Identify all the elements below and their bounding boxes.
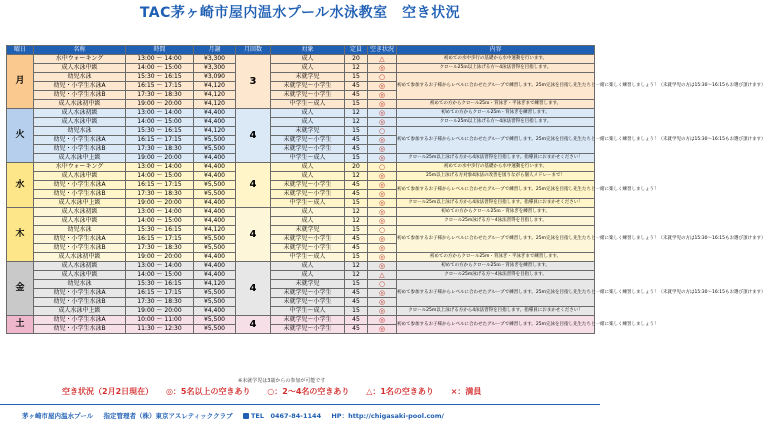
table-row [7,73,595,82]
class-capacity: 15 [345,199,368,208]
table-row [7,163,595,172]
class-target: 未就学児～小学生 [271,298,345,307]
class-fee: ¥5,500 [194,289,236,298]
class-fee: ¥4,400 [194,109,236,118]
class-time: 17:30 ～ 18:30 [126,298,194,307]
class-time: 14:00 ～ 15:00 [126,172,194,181]
class-capacity: 15 [345,100,368,109]
table-row [7,118,595,127]
availability-symbol: ◎ [368,298,397,307]
class-description: 初めての方からクロール25m・背泳ぎを練習します。 [397,109,595,118]
class-target: 成人 [271,109,345,118]
class-fee: ¥5,500 [194,325,236,334]
class-fee: ¥5,500 [194,235,236,244]
phone-icon [243,413,249,419]
class-name: 幼児・小学生水泳B [34,145,126,154]
availability-symbol: ◎ [368,118,397,127]
class-capacity: 45 [345,145,368,154]
class-name: 幼児・小学生水泳A [34,316,126,325]
class-fee: ¥4,120 [194,280,236,289]
class-name: 成人水泳初中級 [34,253,126,262]
class-fee: ¥5,500 [194,190,236,199]
class-name: 幼児・小学生水泳B [34,325,126,334]
class-target: 未就学児 [271,280,345,289]
footer-manager: 指定管理者（株）東京アスレティッククラブ [103,412,233,420]
class-time: 16:15 ～ 17:15 [126,181,194,190]
class-fee: ¥4,120 [194,226,236,235]
monthly-count: 4 [236,109,271,163]
class-time: 15:30 ～ 16:15 [126,73,194,82]
class-name: 成人水泳初級 [34,262,126,271]
class-target: 未就学児～小学生 [271,181,345,190]
table-row [7,199,595,208]
availability-symbol: ◎ [368,217,397,226]
monthly-count: 4 [236,316,271,334]
class-capacity: 20 [345,163,368,172]
class-capacity: 12 [345,217,368,226]
class-name: 水中ウォーキング [34,55,126,64]
class-time: 15:30 ～ 16:15 [126,280,194,289]
class-capacity: 45 [345,91,368,100]
availability-symbol: ◎ [368,154,397,163]
class-name: 幼児水泳 [34,73,126,82]
availability-symbol: ◎ [368,208,397,217]
class-name: 成人水泳初級 [34,208,126,217]
class-fee: ¥5,500 [194,181,236,190]
class-capacity: 15 [345,280,368,289]
availability-symbol: ◎ [368,172,397,181]
class-capacity: 45 [345,325,368,334]
availability-symbol: ◎ [368,244,397,253]
class-description: 25m以上泳げる方対象4泳法の改善を図りながら個人メドレーまで！ [397,172,595,181]
class-name: 幼児・小学生水泳B [34,298,126,307]
class-time: 19:00 ～ 20:00 [126,253,194,262]
class-time: 19:00 ～ 20:00 [126,154,194,163]
class-target: 未就学児～小学生 [271,190,345,199]
class-target: 中学生～成人 [271,307,345,316]
availability-symbol: ◎ [368,145,397,154]
class-capacity: 15 [345,127,368,136]
class-time: 16:15 ～ 17:15 [126,136,194,145]
table-row [7,316,595,325]
availability-symbol: ○ [368,280,397,289]
class-target: 中学生～成人 [271,100,345,109]
table-row [7,109,595,118]
table-row [7,64,595,73]
availability-symbol: ◎ [368,109,397,118]
class-name: 水中ウォーキング [34,163,126,172]
class-description: 初めての水中歩行の基礎から水中運動を行います。 [397,55,595,64]
class-name: 成人水泳初中級 [34,100,126,109]
class-description: 初めての方からクロール25ｍ・背泳ぎ・平泳ぎまで練習します。 [397,100,595,109]
class-target: 未就学児～小学生 [271,91,345,100]
class-fee: ¥4,400 [194,271,236,280]
class-target: 未就学児～小学生 [271,316,345,325]
availability-symbol: ◎ [368,325,397,334]
class-name: 幼児・小学生水泳A [34,235,126,244]
class-capacity: 20 [345,55,368,64]
class-description: クロール25ｍ以上泳げる方～4泳法習得を目指します。 [397,64,595,73]
class-target: 成人 [271,163,345,172]
legend-item-full: ×：満員 [450,387,482,396]
class-fee: ¥4,120 [194,100,236,109]
class-fee: ¥5,500 [194,316,236,325]
class-target: 成人 [271,64,345,73]
class-description: クロール25m以上泳げる方から4泳法習得を目指します。指導員におまかせください！ [397,199,595,208]
table-row [7,208,595,217]
legend-item-one: △：1名の空きあり [366,387,434,396]
class-fee: ¥3,300 [194,64,236,73]
class-fee: ¥4,400 [194,262,236,271]
class-description: クロール25m以上泳げる方～4泳法習得を目指します。 [397,118,595,127]
availability-symbol: ◎ [368,307,397,316]
header-target: 対象 [271,46,345,55]
class-fee: ¥3,300 [194,55,236,64]
day-cell: 金 [7,262,34,316]
class-target: 未就学児～小学生 [271,235,345,244]
class-name: 幼児・小学生水泳B [34,244,126,253]
class-time: 13:00 ～ 14:00 [126,109,194,118]
table-row [7,253,595,262]
availability-symbol: ◎ [368,199,397,208]
class-target: 未就学児 [271,226,345,235]
availability-symbol: ◎ [368,181,397,190]
class-name: 幼児水泳 [34,127,126,136]
class-time: 14:00 ～ 15:00 [126,271,194,280]
class-description: 初めての方からクロール25m・背泳ぎ・平泳ぎまで練習します。 [397,253,595,262]
availability-symbol: ◎ [368,316,397,325]
class-capacity: 15 [345,226,368,235]
class-target: 未就学児～小学生 [271,136,345,145]
class-capacity: 15 [345,253,368,262]
header-time: 時間 [126,46,194,55]
availability-symbol: ◎ [368,253,397,262]
class-name: 成人水泳中級 [34,172,126,181]
class-time: 16:15 ～ 17:15 [126,82,194,91]
class-capacity: 45 [345,235,368,244]
footnote: ※未就学児は3歳からの参加が可能です [238,378,326,384]
class-fee: ¥4,400 [194,172,236,181]
class-fee: ¥4,400 [194,163,236,172]
availability-symbol: ◎ [368,262,397,271]
class-description: 初めて参加するお子様からレベルに合わせたグループで練習します。25m完泳を目指し先生たちと一緒に楽しく練習しましょう！ [397,181,595,199]
monthly-count: 4 [236,208,271,262]
class-target: 未就学児～小学生 [271,82,345,91]
class-time: 14:00 ～ 15:00 [126,217,194,226]
class-fee: ¥4,400 [194,253,236,262]
class-time: 17:30 ～ 18:30 [126,145,194,154]
legend-item-many: ◎：5名以上の空きあり [165,387,251,396]
class-target: 成人 [271,217,345,226]
class-description: 初めての水中歩行の基礎から水中運動を行います。 [397,163,595,172]
class-description: クロール25m泳げる方～4泳法習得を目指します。 [397,217,595,226]
class-description: 初めて参加するお子様からレベルに合わせたグループで練習します。25m完泳を目指し先生たちと一緒に楽しく練習しましょう！（未就学児の方は15:30～16:15もお選び頂けます） [397,226,595,253]
class-target: 成人 [271,271,345,280]
class-target: 成人 [271,55,345,64]
class-capacity: 45 [345,244,368,253]
class-time: 13:00 ～ 14:00 [126,55,194,64]
class-name: 幼児水泳 [34,226,126,235]
monthly-count: 3 [236,55,271,109]
table-row [7,181,595,190]
class-name: 幼児・小学生水泳A [34,82,126,91]
day-cell: 火 [7,109,34,163]
class-fee: ¥4,120 [194,82,236,91]
monthly-count: 4 [236,163,271,208]
class-fee: ¥4,120 [194,91,236,100]
day-cell: 水 [7,163,34,208]
availability-symbol: ○ [368,127,397,136]
class-fee: ¥5,500 [194,136,236,145]
class-time: 11:30 ～ 12:30 [126,325,194,334]
availability-symbol: ◎ [368,100,397,109]
class-time: 13:00 ～ 14:00 [126,208,194,217]
class-time: 19:00 ～ 20:00 [126,100,194,109]
class-fee: ¥4,400 [194,118,236,127]
class-description: 初めての方からクロール25ｍ・背泳ぎを練習します。 [397,262,595,271]
class-target: 成人 [271,118,345,127]
class-name: 幼児水泳 [34,280,126,289]
class-target: 未就学児 [271,73,345,82]
class-fee: ¥4,120 [194,127,236,136]
class-capacity: 15 [345,307,368,316]
header-capacity: 定員 [345,46,368,55]
table-row [7,217,595,226]
class-fee: ¥4,400 [194,208,236,217]
class-fee: ¥4,400 [194,217,236,226]
class-fee: ¥4,400 [194,307,236,316]
footer-divider [0,404,600,405]
class-target: 未就学児 [271,127,345,136]
class-time: 10:00 ～ 11:00 [126,316,194,325]
class-time: 17:30 ～ 18:30 [126,244,194,253]
table-row [7,280,595,289]
availability-symbol: ◎ [368,289,397,298]
class-capacity: 12 [345,208,368,217]
availability-symbol: ◎ [368,190,397,199]
class-capacity: 12 [345,109,368,118]
class-name: 成人水泳中級 [34,64,126,73]
class-name: 幼児・小学生水泳B [34,91,126,100]
availability-symbol: ◎ [368,136,397,145]
footer-tel: TEL 0467-84-1144 [243,412,321,420]
class-description: クロール25m以上泳げる方から4泳法習得を目指します。指導員におまかせください！ [397,154,595,163]
legend-label: 空き状況（2月2日現在） [62,387,154,396]
footer-hp[interactable]: HP：http://chigasaki-pool.com/ [331,412,444,420]
class-description: 初めて参加するお子様からレベルに合わせたグループで練習します。25m完泳を目指し先生たちと一緒に楽しく練習しましょう！（未就学児の方は15:30～16:15もお選び頂けます） [397,280,595,307]
class-target: 中学生～成人 [271,154,345,163]
class-name: 成人水泳中級 [34,118,126,127]
class-description: 初めての方からクロール25ｍ・背泳ぎを練習します。 [397,208,595,217]
class-time: 16:15 ～ 17:15 [126,235,194,244]
class-time: 17:30 ～ 18:30 [126,190,194,199]
class-name: 成人水泳中上級 [34,199,126,208]
table-row [7,172,595,181]
footer-org: 茅ヶ崎市屋内温水プール [22,412,94,420]
class-fee: ¥4,400 [194,199,236,208]
class-description: 初めて参加するお子様からレベルに合わせたグループで練習します。25m完泳を目指し先生たちと一緒に楽しく練習しましょう！（未就学児の方は15:30～16:15もお選び頂けます） [397,73,595,100]
class-description: クロール25m以上泳げる方から4泳法習得を目指します。指導員におまかせください！ [397,307,595,316]
day-cell: 土 [7,316,34,334]
header-count: 月回数 [236,46,271,55]
class-name: 成人水泳中上級 [34,154,126,163]
availability-legend [62,386,495,397]
class-name: 幼児・小学生水泳A [34,136,126,145]
table-row [7,127,595,136]
availability-symbol: ◎ [368,64,397,73]
header-availability: 空き状況 [368,46,397,55]
class-capacity: 45 [345,190,368,199]
class-capacity: 45 [345,82,368,91]
header-day: 曜日 [7,46,34,55]
availability-symbol: △ [368,55,397,64]
footer [22,411,452,420]
schedule-table [6,45,765,334]
class-description: クロール25m泳げる方～4泳法習得を目指します。 [397,271,595,280]
class-name: 成人水泳初級 [34,109,126,118]
class-fee: ¥4,400 [194,154,236,163]
legend-item-some: ○：2～4名の空きあり [267,387,350,396]
class-capacity: 45 [345,136,368,145]
table-row [7,307,595,316]
class-capacity: 12 [345,271,368,280]
class-name: 幼児・小学生水泳A [34,289,126,298]
header-content: 内容 [397,46,595,55]
class-capacity: 15 [345,73,368,82]
table-row [7,55,595,64]
class-name: 成人水泳中上級 [34,307,126,316]
class-capacity: 45 [345,316,368,325]
class-time: 15:30 ～ 16:15 [126,127,194,136]
availability-symbol: ◎ [368,82,397,91]
availability-symbol: ○ [368,73,397,82]
availability-symbol: ◎ [368,235,397,244]
class-target: 未就学児～小学生 [271,244,345,253]
class-target: 成人 [271,262,345,271]
class-time: 17:30 ～ 18:30 [126,91,194,100]
table-header-row [7,46,595,55]
class-time: 19:00 ～ 20:00 [126,199,194,208]
header-name: 名称 [34,46,126,55]
class-time: 19:00 ～ 20:00 [126,307,194,316]
class-target: 未就学児～小学生 [271,289,345,298]
class-target: 成人 [271,172,345,181]
class-capacity: 45 [345,289,368,298]
availability-symbol: ○ [368,226,397,235]
class-target: 未就学児～小学生 [271,145,345,154]
day-cell: 月 [7,55,34,109]
class-name: 成人水泳中級 [34,217,126,226]
class-capacity: 15 [345,154,368,163]
availability-symbol: ◎ [368,91,397,100]
class-description: 初めて参加するお子様からレベルに合わせたグループで練習します。25m完泳を目指し先生たちと一緒に楽しく練習しましょう！ [397,316,595,334]
class-time: 13:00 ～ 14:00 [126,163,194,172]
class-target: 未就学児～小学生 [271,325,345,334]
class-capacity: 45 [345,181,368,190]
class-time: 15:30 ～ 16:15 [126,226,194,235]
availability-symbol: ○ [368,163,397,172]
class-fee: ¥5,500 [194,244,236,253]
class-fee: ¥3,090 [194,73,236,82]
class-time: 13:00 ～ 14:00 [126,262,194,271]
table-row [7,154,595,163]
table-row [7,271,595,280]
class-time: 16:15 ～ 17:15 [126,289,194,298]
class-name: 幼児・小学生水泳A [34,181,126,190]
availability-symbol: △ [368,271,397,280]
class-name: 幼児・小学生水泳B [34,190,126,199]
table-row [7,226,595,235]
class-time: 14:00 ～ 15:00 [126,118,194,127]
class-target: 中学生～成人 [271,253,345,262]
class-description: 初めて参加するお子様からレベルに合わせたグループで練習します。25m完泳を目指し先生たちと一緒に楽しく練習しましょう！（未就学児の方は15:30～16:15もお選び頂けます） [397,127,595,154]
class-time: 14:00 ～ 15:00 [126,64,194,73]
header-fee: 月謝 [194,46,236,55]
class-fee: ¥5,500 [194,298,236,307]
class-capacity: 12 [345,64,368,73]
class-capacity: 12 [345,262,368,271]
class-name: 成人水泳中級 [34,271,126,280]
table-row [7,100,595,109]
class-capacity: 45 [345,298,368,307]
day-cell: 木 [7,208,34,262]
class-target: 中学生～成人 [271,199,345,208]
class-fee: ¥5,500 [194,145,236,154]
class-capacity: 12 [345,172,368,181]
monthly-count: 4 [236,262,271,316]
table-body [7,54,765,334]
class-target: 成人 [271,208,345,217]
class-capacity: 12 [345,118,368,127]
table-row [7,262,595,271]
page-title: TAC茅ヶ崎市屋内温水プール水泳教室 空き状況 [139,5,461,21]
